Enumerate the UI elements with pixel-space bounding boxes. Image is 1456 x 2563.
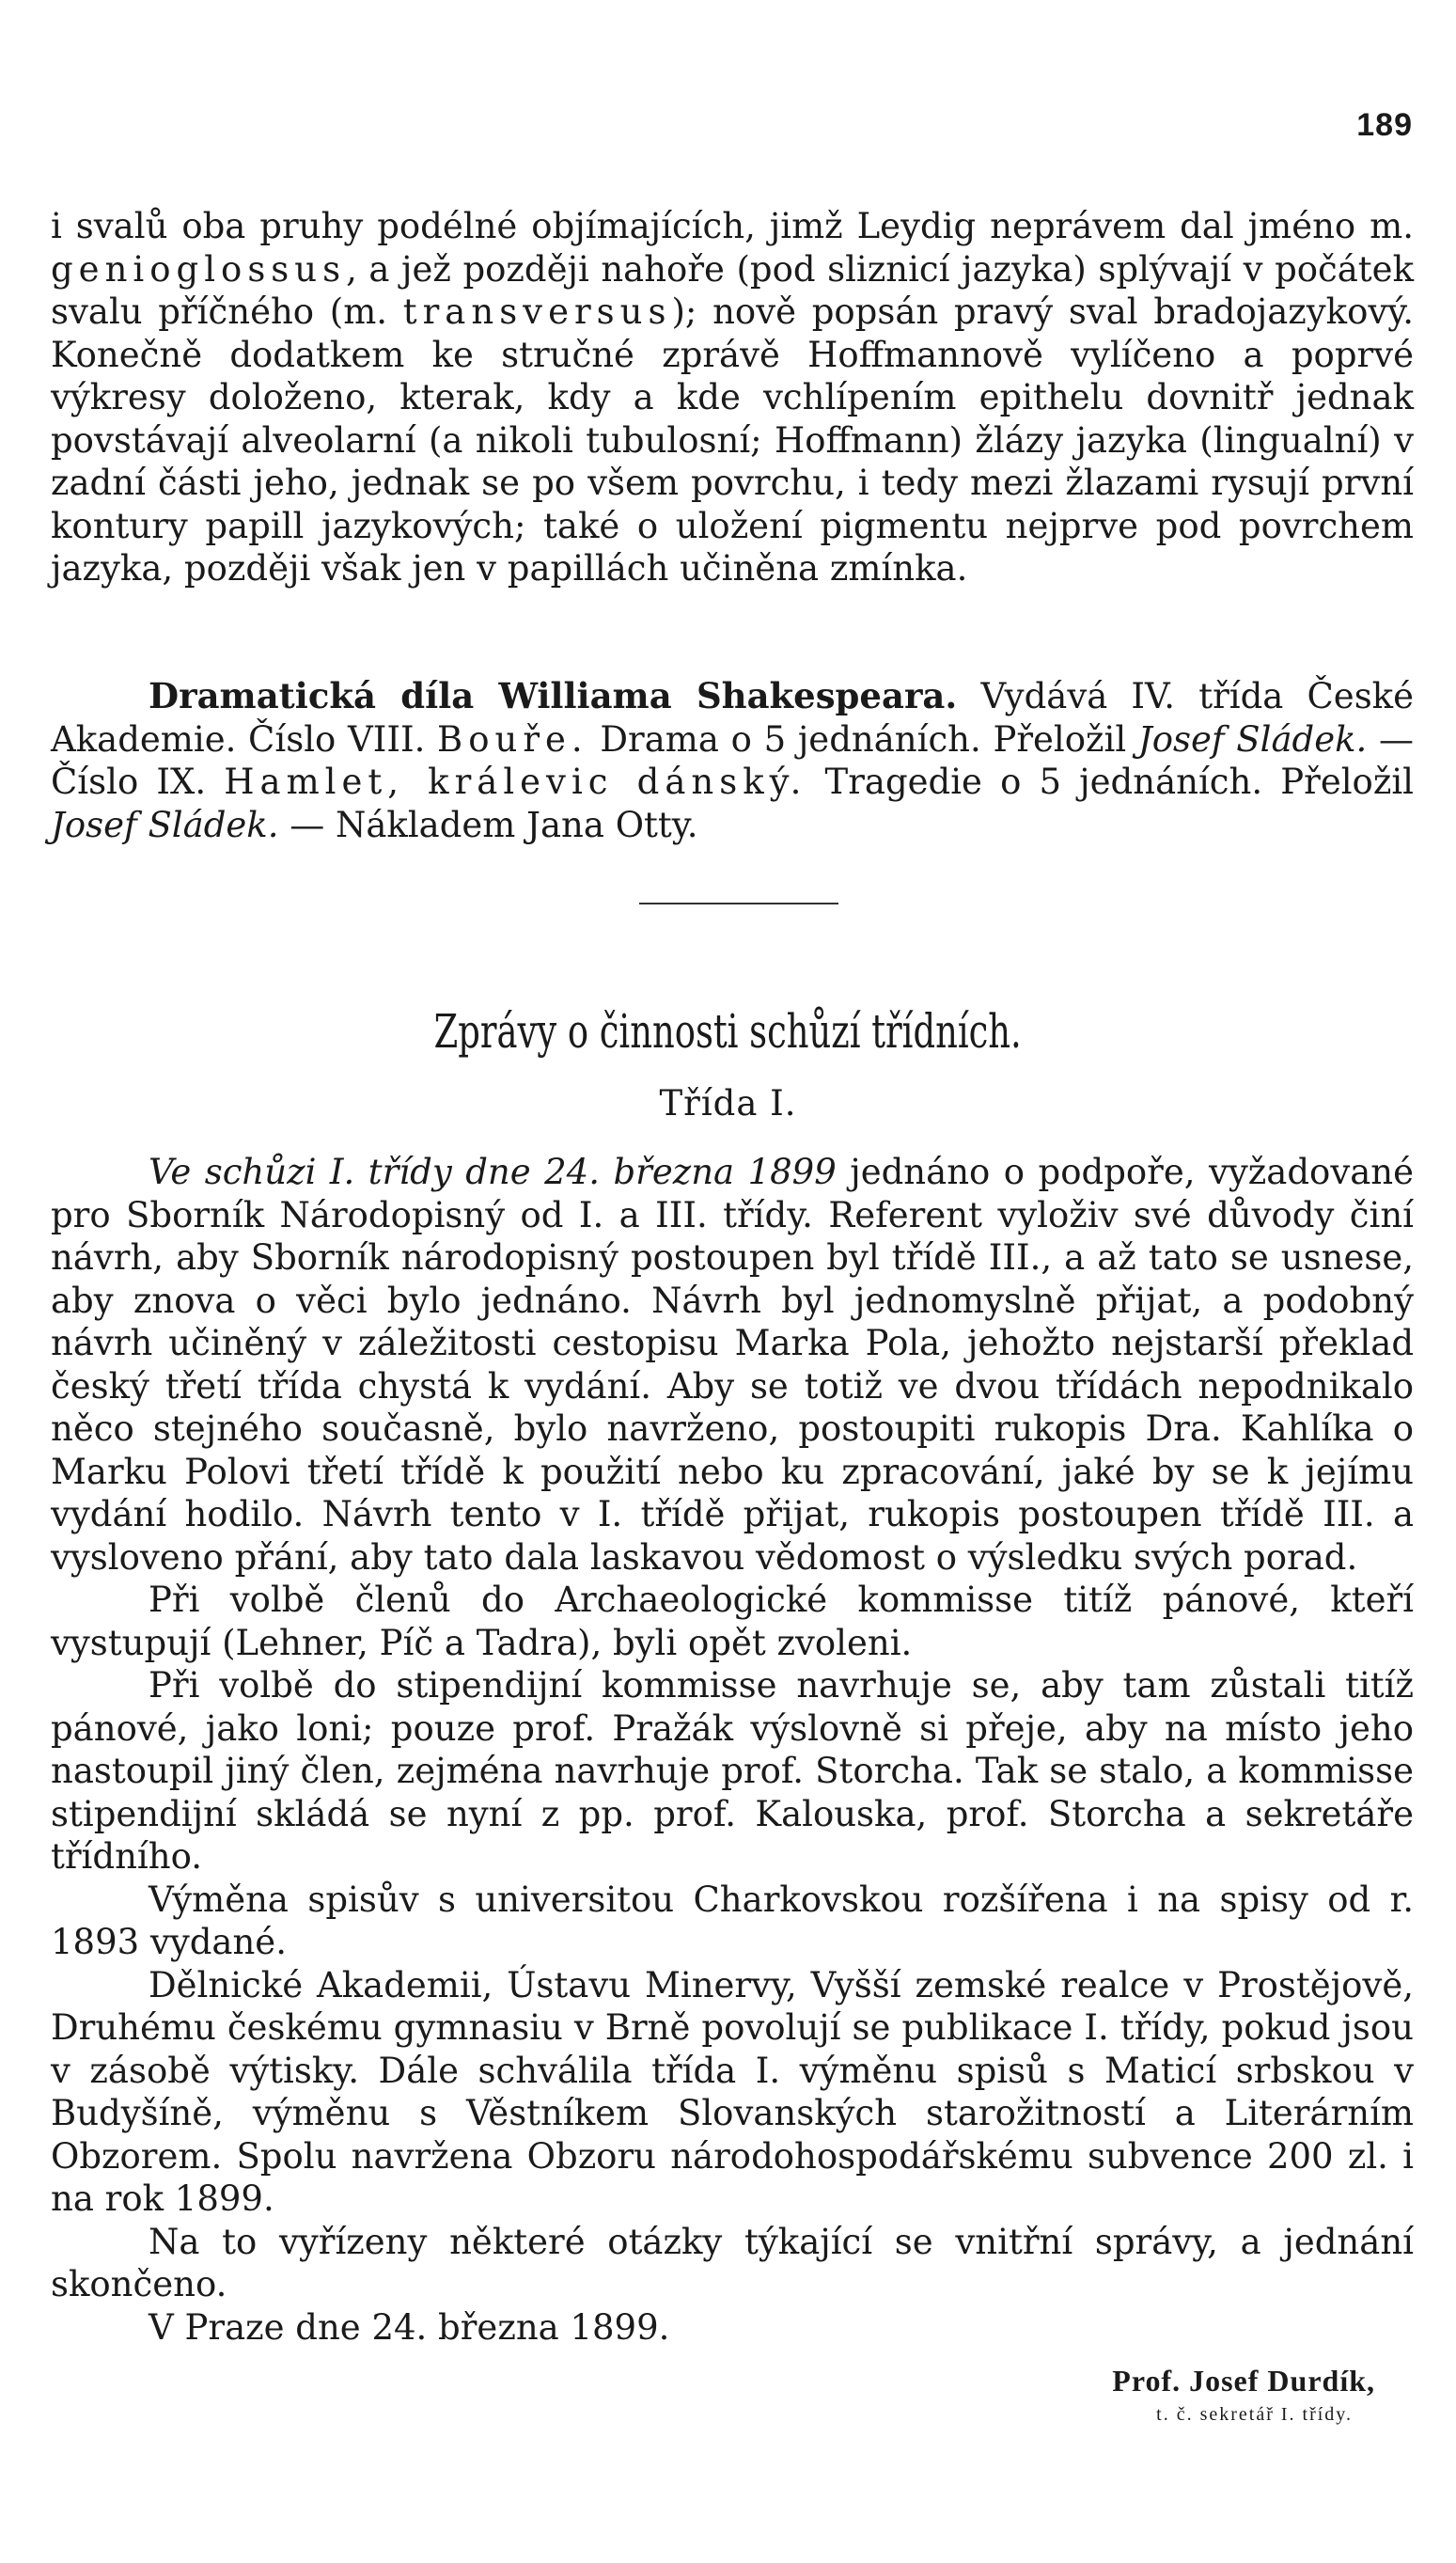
class-subheading: Třída I.	[659, 1083, 797, 1124]
meeting-date: Ve schůzi I. třídy dne 24. března 1899	[149, 1152, 837, 1192]
signature-block	[1112, 2364, 1375, 2426]
review-text: Vydává IV. třída České Akademie. Číslo VIII.	[51, 676, 1414, 760]
review-work-title: Hamlet, králevic dánský.	[224, 762, 807, 802]
review-text: — Nákladem Jana Otty.	[278, 804, 698, 845]
review-text: Tragedie o 5 jednáních. Přeložil	[806, 762, 1414, 802]
signatory-role: t. č. sekretář I. třídy.	[1156, 2404, 1353, 2425]
spaced-term: genioglossus	[51, 248, 347, 290]
spaced-term: transversus	[402, 291, 672, 332]
section-heading	[0, 1004, 1456, 1059]
paragraph-text: ); nově popsán pravý sval bradojazykový. Konečně dodatkem ke stručné zprávě Hoffmannově vylíčeno a poprvé výkresy doloženo, kterak, kdy a kde vchlípením epithelu dovnitř jednak povstávají alveolarní (a nikoli tubulosní; Hoffmann) žlázy jazyka (lingualní) v zadní části jeho, jednak se po všem povrchu, i tedy mezi žlazami rysují první kontury papill jazykových; také o uložení pigmentu nejprve pod povrchem jazyka, později však jen v papillách učiněna zmínka.	[51, 291, 1414, 589]
opening-paragraph	[51, 205, 1414, 590]
section-divider	[639, 903, 838, 904]
review-title: Dramatická díla Williama Shakespeara.	[149, 675, 958, 716]
report-paragraph: Na to vyřízeny některé otázky týkající se vnitřní správy, a jednání skončeno.	[51, 2221, 1414, 2304]
review-work-title: Bouře.	[437, 718, 588, 760]
report-paragraph: Dělnické Akademii, Ústavu Minervy, Vyšší zemské realce v Prostějově, Druhému českému gymnasiu v Brně povolují se publikace I. třídy, pokud jsou v zásobě výtisky. Dále schválila třída I. výměnu spisů s Maticí srbskou v Budyšíně, výměnu s Věstníkem Slovanských starožitností a Literárním Obzorem. Spolu navržena Obzoru národohospodářskému subvence 200 zl. i na rok 1899.	[51, 1964, 1414, 2219]
report-paragraph	[51, 1151, 1414, 1579]
translator-name: Josef Sládek.	[51, 804, 279, 845]
report-paragraph: Při volbě členů do Archaeologické kommisse titíž pánové, kteří vystupují (Lehner, Píč a Tadra), byli opět zvoleni.	[51, 1580, 1414, 1663]
translator-name: Josef Sládek.	[1137, 718, 1368, 760]
book-review-entry	[51, 675, 1414, 846]
report-text: jednáno o podpoře, vyžadované pro Sborník Národopisný od I. a III. třídy. Referent vyloživ své důvody činí návrh, aby Sborník národopisný postoupen byl třídě III., a až tato se usnese, aby znova o věci bylo jednáno. Návrh byl jednomyslně přijat, a podobný návrh učiněný v záležitosti cestopisu Marka Pola, jehožto nejstarší překlad český třetí třída chystá k vydání. Aby se totiž ve dvou třídách nepodnikalo něco stejného současně, bylo navrženo, postoupiti rukopis Dra. Kahlíka o Marku Polovi třetí třídě k použití nebo ku zpracování, jaké by se k jejímu vydání hodilo. Návrh tento v I. třídě přijat, rukopis postoupen třídě III. a vysloveno přání, aby tato dala laskavou vědomost o výsledku svých porad.	[51, 1152, 1415, 1578]
review-text: — Číslo IX.	[51, 718, 1414, 802]
paragraph-text: i svalů oba pruhy podélné objímajících, jimž Leydig neprávem dal jméno m.	[51, 206, 1414, 246]
page-number: 189	[1356, 107, 1413, 143]
review-text: Drama o 5 jednáních. Přeložil	[587, 718, 1138, 760]
signatory-name: Prof. Josef Durdík,	[1112, 2364, 1375, 2398]
meeting-report	[51, 1151, 1414, 2349]
report-paragraph: Výměna spisův s universitou Charkovskou rozšířena i na spisy od r. 1893 vydané.	[51, 1879, 1414, 1962]
report-closing: V Praze dne 24. března 1899.	[149, 2306, 670, 2348]
report-paragraph: Při volbě do stipendijní kommisse navrhuje se, aby tam zůstali titíž pánové, jako loni; pouze prof. Pražák výslovně si přeje, aby na místo jeho nastoupil jiný člen, zejména navrhuje prof. Storcha. Tak se stalo, a kommisse stipendijní skládá se nyní z pp. prof. Kalouska, prof. Storcha a sekretáře třídního.	[51, 1665, 1414, 1877]
section-heading-text: Zprávy o činnosti schůzí třídních.	[433, 1004, 1023, 1059]
paragraph-text: , a jež později nahoře (pod sliznicí jazyka) splývají v počátek svalu příčného (m.	[51, 248, 1414, 332]
